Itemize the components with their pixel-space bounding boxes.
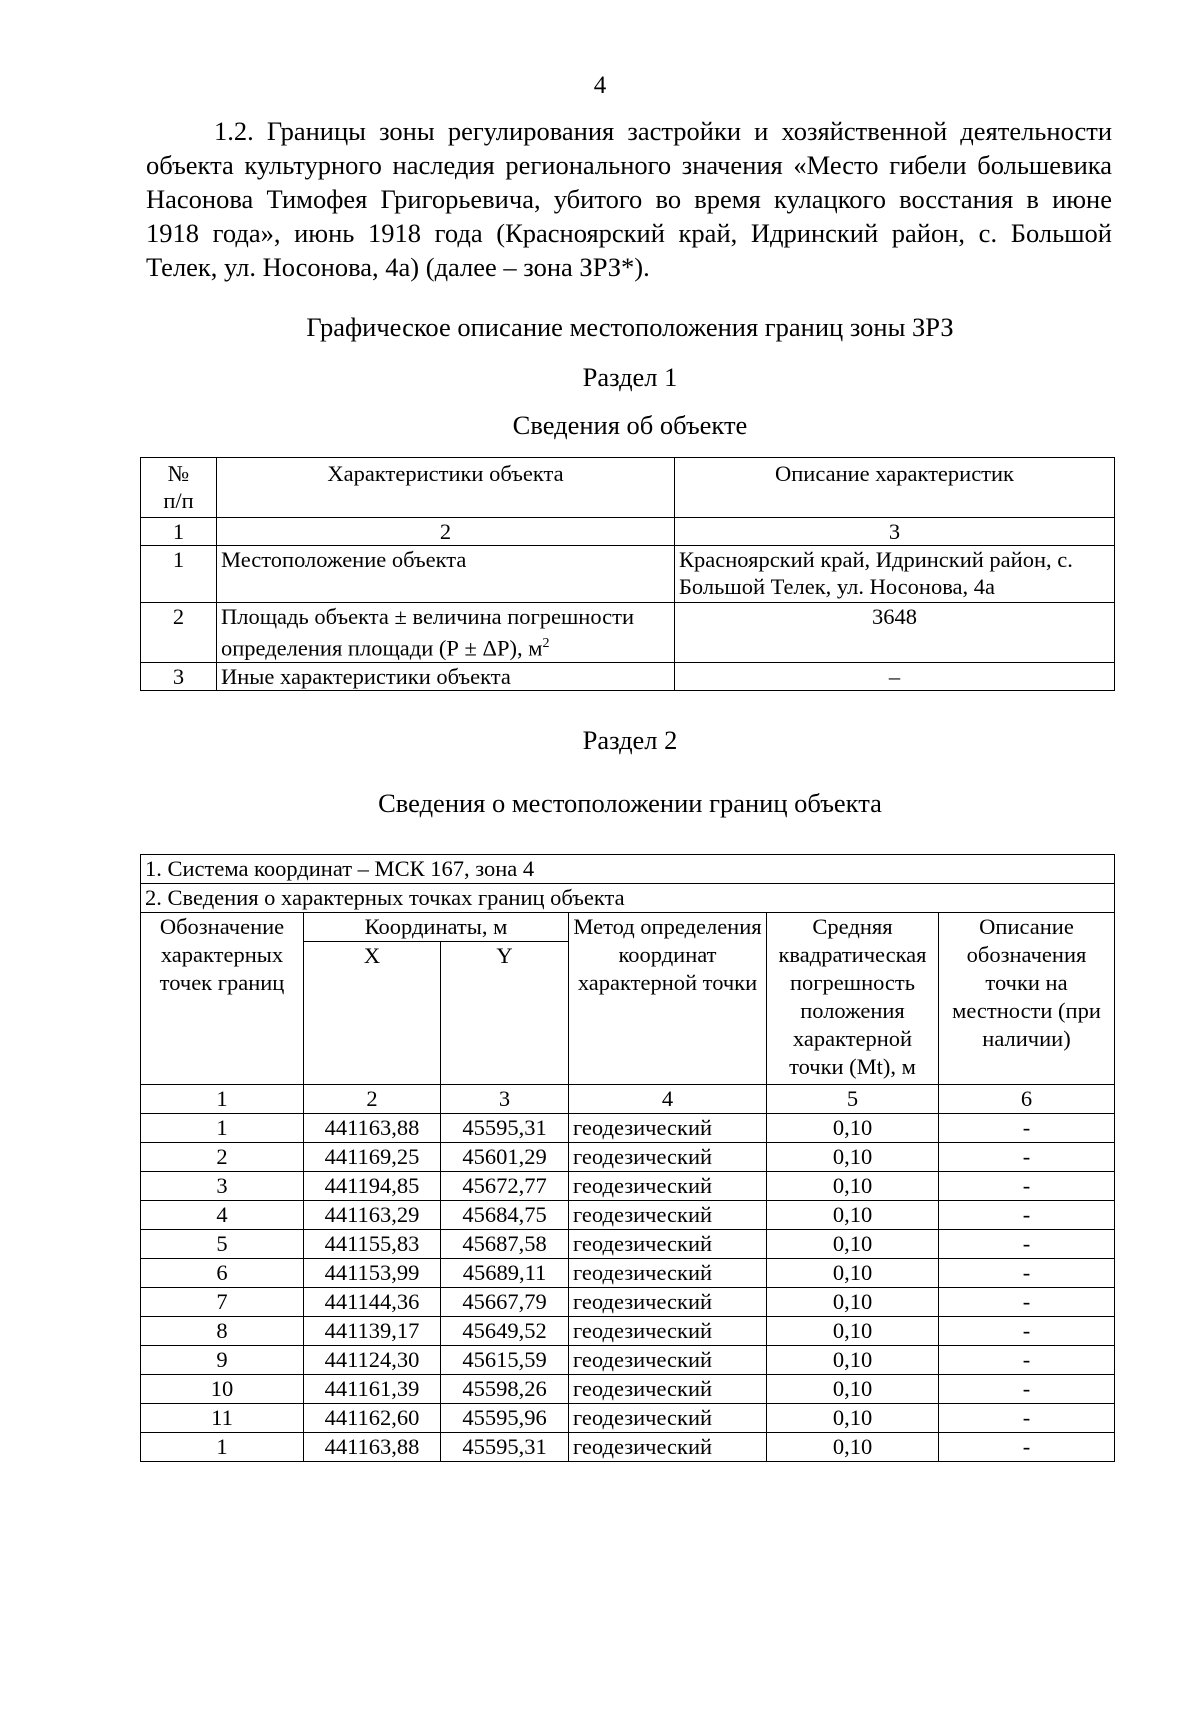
header-y: Y bbox=[441, 942, 569, 1085]
point-number: 3 bbox=[141, 1172, 304, 1201]
header-num: № п/п bbox=[141, 458, 217, 518]
table-row bbox=[141, 1346, 1115, 1375]
points-info: 2. Сведения о характерных точках границ объекта bbox=[141, 884, 1115, 913]
table-row bbox=[141, 1114, 1115, 1143]
method: геодезический bbox=[569, 1114, 767, 1143]
coord-x: 441153,99 bbox=[304, 1259, 441, 1288]
error-value: 0,10 bbox=[767, 1375, 939, 1404]
point-number: 1 bbox=[141, 1433, 304, 1462]
coord-system: 1. Система координат – МСК 167, зона 4 bbox=[141, 855, 1115, 884]
column-index: 4 bbox=[569, 1085, 767, 1114]
header-error: Средняя квадратическая погрешность положения характерной точки (Mt), м bbox=[767, 913, 939, 1085]
point-number: 6 bbox=[141, 1259, 304, 1288]
graphic-description-title: Графическое описание местоположения границ зоны ЗРЗ bbox=[306, 312, 954, 342]
point-number: 10 bbox=[141, 1375, 304, 1404]
row-name-text: Площадь объекта ± величина погрешности определения площади (Р ± ΔР), м bbox=[221, 604, 635, 661]
row-name: Иные характеристики объекта bbox=[217, 662, 675, 690]
header-description: Описание характеристик bbox=[675, 458, 1115, 518]
point-description: - bbox=[939, 1230, 1115, 1259]
point-description: - bbox=[939, 1404, 1115, 1433]
point-number: 1 bbox=[141, 1114, 304, 1143]
table-row bbox=[141, 1259, 1115, 1288]
header-coordinates: Координаты, м bbox=[304, 913, 569, 942]
object-info-table bbox=[140, 457, 1115, 691]
error-value: 0,10 bbox=[767, 1404, 939, 1433]
error-value: 0,10 bbox=[767, 1317, 939, 1346]
method: геодезический bbox=[569, 1404, 767, 1433]
point-description: - bbox=[939, 1114, 1115, 1143]
table-row bbox=[141, 1288, 1115, 1317]
column-index: 1 bbox=[141, 1085, 304, 1114]
coord-y: 45667,79 bbox=[441, 1288, 569, 1317]
coord-x: 441162,60 bbox=[304, 1404, 441, 1433]
method: геодезический bbox=[569, 1433, 767, 1462]
point-description: - bbox=[939, 1346, 1115, 1375]
point-description: - bbox=[939, 1317, 1115, 1346]
row-value: Красноярский край, Идринский район, с. Большой Телек, ул. Носонова, 4а bbox=[675, 546, 1115, 603]
table-row bbox=[141, 1317, 1115, 1346]
coord-x: 441163,88 bbox=[304, 1433, 441, 1462]
error-value: 0,10 bbox=[767, 1201, 939, 1230]
error-value: 0,10 bbox=[767, 1259, 939, 1288]
table-row bbox=[141, 1201, 1115, 1230]
point-description: - bbox=[939, 1143, 1115, 1172]
section-2-subtitle: Сведения о местоположении границ объекта bbox=[378, 788, 882, 818]
superscript: 2 bbox=[542, 636, 550, 651]
coord-y: 45684,75 bbox=[441, 1201, 569, 1230]
table-row bbox=[141, 1172, 1115, 1201]
method: геодезический bbox=[569, 1172, 767, 1201]
table-row bbox=[141, 1143, 1115, 1172]
error-value: 0,10 bbox=[767, 1143, 939, 1172]
row-name bbox=[217, 603, 675, 663]
method: геодезический bbox=[569, 1143, 767, 1172]
row-num: 1 bbox=[141, 546, 217, 603]
row-num: 3 bbox=[141, 662, 217, 690]
table-row bbox=[141, 1375, 1115, 1404]
coord-y: 45601,29 bbox=[441, 1143, 569, 1172]
method: геодезический bbox=[569, 1346, 767, 1375]
column-index: 1 bbox=[141, 518, 217, 546]
coord-y: 45649,52 bbox=[441, 1317, 569, 1346]
coord-x: 441163,88 bbox=[304, 1114, 441, 1143]
column-index-row bbox=[141, 518, 1115, 546]
error-value: 0,10 bbox=[767, 1114, 939, 1143]
point-number: 2 bbox=[141, 1143, 304, 1172]
table-header-row bbox=[141, 913, 1115, 942]
column-index: 6 bbox=[939, 1085, 1115, 1114]
error-value: 0,10 bbox=[767, 1433, 939, 1462]
row-num: 2 bbox=[141, 603, 217, 663]
column-index: 2 bbox=[217, 518, 675, 546]
column-index: 2 bbox=[304, 1085, 441, 1114]
table-row bbox=[141, 1433, 1115, 1462]
column-index: 5 bbox=[767, 1085, 939, 1114]
coord-x: 441194,85 bbox=[304, 1172, 441, 1201]
method: геодезический bbox=[569, 1288, 767, 1317]
error-value: 0,10 bbox=[767, 1288, 939, 1317]
table-row bbox=[141, 1230, 1115, 1259]
point-number: 9 bbox=[141, 1346, 304, 1375]
column-index: 3 bbox=[675, 518, 1115, 546]
point-number: 8 bbox=[141, 1317, 304, 1346]
point-description: - bbox=[939, 1433, 1115, 1462]
point-number: 11 bbox=[141, 1404, 304, 1433]
header-characteristics: Характеристики объекта bbox=[217, 458, 675, 518]
coord-x: 441161,39 bbox=[304, 1375, 441, 1404]
coord-system-row bbox=[141, 855, 1115, 884]
header-method: Метод определения координат характерной точки bbox=[569, 913, 767, 1085]
point-description: - bbox=[939, 1201, 1115, 1230]
error-value: 0,10 bbox=[767, 1346, 939, 1375]
method: геодезический bbox=[569, 1201, 767, 1230]
points-body bbox=[141, 1114, 1115, 1462]
method: геодезический bbox=[569, 1259, 767, 1288]
table-row bbox=[141, 603, 1115, 663]
row-value: – bbox=[675, 662, 1115, 690]
method: геодезический bbox=[569, 1375, 767, 1404]
section-2-title: Раздел 2 bbox=[582, 725, 678, 755]
table-row bbox=[141, 1404, 1115, 1433]
coord-y: 45672,77 bbox=[441, 1172, 569, 1201]
header-x: X bbox=[304, 942, 441, 1085]
header-designation: Обозначение характерных точек границ bbox=[141, 913, 304, 1085]
coord-y: 45595,96 bbox=[441, 1404, 569, 1433]
coord-x: 441124,30 bbox=[304, 1346, 441, 1375]
point-number: 5 bbox=[141, 1230, 304, 1259]
coord-x: 441155,83 bbox=[304, 1230, 441, 1259]
point-description: - bbox=[939, 1288, 1115, 1317]
coord-y: 45687,58 bbox=[441, 1230, 569, 1259]
row-name: Местоположение объекта bbox=[217, 546, 675, 603]
method: геодезический bbox=[569, 1230, 767, 1259]
error-value: 0,10 bbox=[767, 1230, 939, 1259]
row-value: 3648 bbox=[675, 603, 1115, 663]
coord-x: 441144,36 bbox=[304, 1288, 441, 1317]
method: геодезический bbox=[569, 1317, 767, 1346]
error-value: 0,10 bbox=[767, 1172, 939, 1201]
point-description: - bbox=[939, 1259, 1115, 1288]
coord-x: 441169,25 bbox=[304, 1143, 441, 1172]
coord-y: 45598,26 bbox=[441, 1375, 569, 1404]
coord-y: 45615,59 bbox=[441, 1346, 569, 1375]
point-description: - bbox=[939, 1375, 1115, 1404]
section-1-title: Раздел 1 bbox=[582, 362, 678, 392]
intro-paragraph: 1.2. Границы зоны регулирования застройки и хозяйственной деятельности объекта культурного наследия регионального значения «Место гибели большевика Насонова Тимофея Григорьевича, убитого во время кулацкого восстания в июне 1918 года», июнь 1918 года (Красноярский край, Идринский район, с. Большой Телек, ул. Носонова, 4а) (далее – зона ЗРЗ*). bbox=[146, 116, 1112, 282]
coord-x: 441163,29 bbox=[304, 1201, 441, 1230]
coord-x: 441139,17 bbox=[304, 1317, 441, 1346]
table-header-row bbox=[141, 458, 1115, 518]
table-row bbox=[141, 546, 1115, 603]
coord-y: 45595,31 bbox=[441, 1114, 569, 1143]
boundary-points-table bbox=[140, 854, 1115, 1462]
column-index: 3 bbox=[441, 1085, 569, 1114]
column-index-row bbox=[141, 1085, 1115, 1114]
page-number: 4 bbox=[593, 72, 607, 99]
coord-y: 45595,31 bbox=[441, 1433, 569, 1462]
point-number: 4 bbox=[141, 1201, 304, 1230]
point-number: 7 bbox=[141, 1288, 304, 1317]
header-description: Описание обозначения точки на местности (при наличии) bbox=[939, 913, 1115, 1085]
point-description: - bbox=[939, 1172, 1115, 1201]
table-row bbox=[141, 662, 1115, 690]
points-info-row bbox=[141, 884, 1115, 913]
coord-y: 45689,11 bbox=[441, 1259, 569, 1288]
section-1-subtitle: Сведения об объекте bbox=[512, 410, 748, 440]
